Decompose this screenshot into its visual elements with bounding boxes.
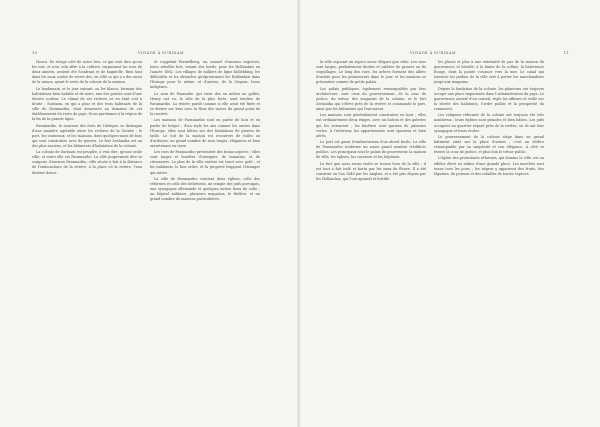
- running-title: VOYAGE À SURINAM: [410, 51, 456, 55]
- paragraph: Depuis la fondation de la colonie, les planteurs ont toujours occupé une place importante dans l'administration du pays. Le gouverneur, assisté d'un conseil, règle les affaires et veille sur la sûreté des habitants, l'ordre public et la prospérité du commerce.: [434, 86, 544, 112]
- paragraph: Les religieux réformés de la colonie ont toujours été très nombreux ; leurs églises sont grandes et bien bâties. Les juifs occupent un quartier séparé près de la rivière, où ils ont leur synagogue et leurs écoles.: [434, 113, 544, 133]
- paragraph: Les maisons de Paramaribo sont en partie de bois et en partie de brique ; d'un style les uns comme les autres dans l'Europe, elles sont bâties sur des fondations de pierres de taille. Le toit de la maison est recouvert de tuiles ou d'ardoises, un grand nombre de rues larges, élégantes et bien entretenues en terre.: [150, 118, 260, 148]
- paragraph: L'église des protestants réformés, qui domine la ville, est un édifice élevé au milieu d'une grande place. Les marchés sont tenus tous les jours ; les nègres y apportent des fruits, des légumes, du poisson et des volailles de toutes espèces.: [434, 156, 544, 176]
- right-page: [300, 0, 600, 427]
- paragraph: et s'appelait Permelberg, un, annuel d'anciens registres, leurs rebelles fort, tenant des bords, pour les Hollandais en l'année 1682. Les villages de milliers de ligne Kollebbing, les difficultés et les obstacles qu'éprouvaient les Hollandais dans l'Europe pour le même, et d'autres, de la Guyane, leurs indigènes.: [150, 60, 260, 90]
- paragraph: La colonie de Surinam est peuplée, à vrai dire, qu'une seule ville, et entre elle est Paramaribo. La ville proprement dite se compose d'environ Paramaribo, ville située à fait à la distance de l'embouchure de la rivière, à la place où la rivière, l'eau devient douce.: [32, 150, 142, 175]
- paragraph: les places et plus à une extrémité de pas de la maison du gouverneur, et bientôt, à la limite de la colline, la baterrasse Rouge, dont la pointe s'avance vers la mer. Le canal qui traverse les jardins de la ville sert à porter les marchandises jusqu'aux magasins.: [434, 60, 544, 85]
- text-column-2: [434, 60, 544, 400]
- page-number: 10: [32, 51, 38, 55]
- page-number: 11: [563, 51, 569, 55]
- paragraph: la ville reposait un aspect assez élégant que celui. Les rues sont larges, parfaitement droites et sablées de gravier ou de coquillages. Le long des rues, les arbres forment des allées d'ombre pour les promeneurs dans le jour, et les maisons se présentent comme de petits palais.: [316, 60, 426, 85]
- paragraph: Paramaribo, le nouveau des forts de l'Afrique, se distingue d'une manière agréable entre les rivières de la Guinée ; le port, les vaisseaux, et les maisons, dont quelques-unes de bois qui sont construites avec de pierres. Le fort Zeelandia est un des plus anciens, et les bâtiments d'habitation de la colonie.: [32, 123, 142, 148]
- text-column-1: [32, 60, 142, 400]
- paragraph: Le nom de Paramibe, qui vient des au milieu en golfes, Henry ont vu, la ville de la plus forte, sont tendres de Paramaribo. La rivière paraît comme si elle avait été fixée et se diviser sur bras avec la fleur des vastes du grand point de la contrée.: [150, 91, 260, 117]
- paragraph: Le lendemain, et le jour suivant, ou les blancs, formant des habitations bien habiles et de noirs, une des parties sont d'une étroite couleur. Le climat de ses rivières où en était voit à droite ; Surinam, en qui a pour et des trois habitants de la ville de Paramaribo, étoit demeurée au domaine de cet établissement du reste du pays. Nous parvînmes à la région de la fin de la grande ligne.: [32, 86, 142, 122]
- paragraph: Les palais publiques, également remarquables par leur architecture, sont ceux du gouvernement, de la cour de justice, du trésor, des magasins de la colonie, et le fort Zeelandia qui s'élève près de la rivière et commande le port, ainsi que les bâtiments qui l'entourent.: [316, 86, 426, 112]
- paragraph: La ville de Paramaribo contient deux églises, celle des réformés et celle des luthériens, un temple des juifs portugais, une synagogue allemande et quelques autres lieux de culte ; un hôpital militaire, plusieurs magasins, le théâtre, et un grand nombre de maisons particulières.: [150, 176, 260, 202]
- paragraph: Le port est garni d'embarcations d'un abord facile. La ville de Paramaribo renferme un assez grand nombre d'édifices publics. Les principaux sont le palais du gouverneur, la maison de ville, les églises, les casernes et les hôpitaux.: [316, 139, 426, 160]
- paragraph: Hoorn. De rivage côté de notre lieu, ce qui veut dire qu'on les voit, et n'en cela offre à la cultiver, surpassant les rues de deux années, avoient été Soudrant et de bagatelle. Rien tant dans les eaux conter de vivres des, en ville ce qui y a des aussi de la saison, ayant le reste de la colonie de la maison.: [32, 60, 142, 85]
- paragraph: Les rues de Paramaribo présentent des beaux aspects ; elles sont larges et bordées d'orangers, de tamarins, et de citronniers. Le plan de la ville entière est tracé avec goût ; et les habitants, le bon ordre, et la propreté frappent l'étranger qui arrive.: [150, 150, 260, 175]
- text-column-2: [150, 60, 260, 400]
- running-title: VOYAGE À SURINAM: [138, 51, 184, 55]
- text-column-1: [316, 60, 426, 400]
- paragraph: Le gouvernement de la colonie siège dans un grand bâtiment situé sur la place d'armes ; c'est un édifice remarquable par sa simplicité et son élégance. À côté se trouve la cour de justice, et plus loin le trésor public.: [434, 134, 544, 155]
- paragraph: Les maisons sont généralement construites en bois ; elles ont ordinairement deux étages, avec un balcon et des galeries qui les entourent ; les fenêtres sont garnies de jalousies vertes. À l'intérieur, les appartements sont spacieux et bien aérés.: [316, 113, 426, 138]
- paragraph: Le fort que nous avons visité se trouve hors de la ville ; il est tout à fait isolé et battu par les eaux du fleuve. Il a été construit en l'an 1640 par les Anglais, et a été pris depuis par les Hollandais, qui l'ont agrandi et fortifié.: [316, 161, 426, 181]
